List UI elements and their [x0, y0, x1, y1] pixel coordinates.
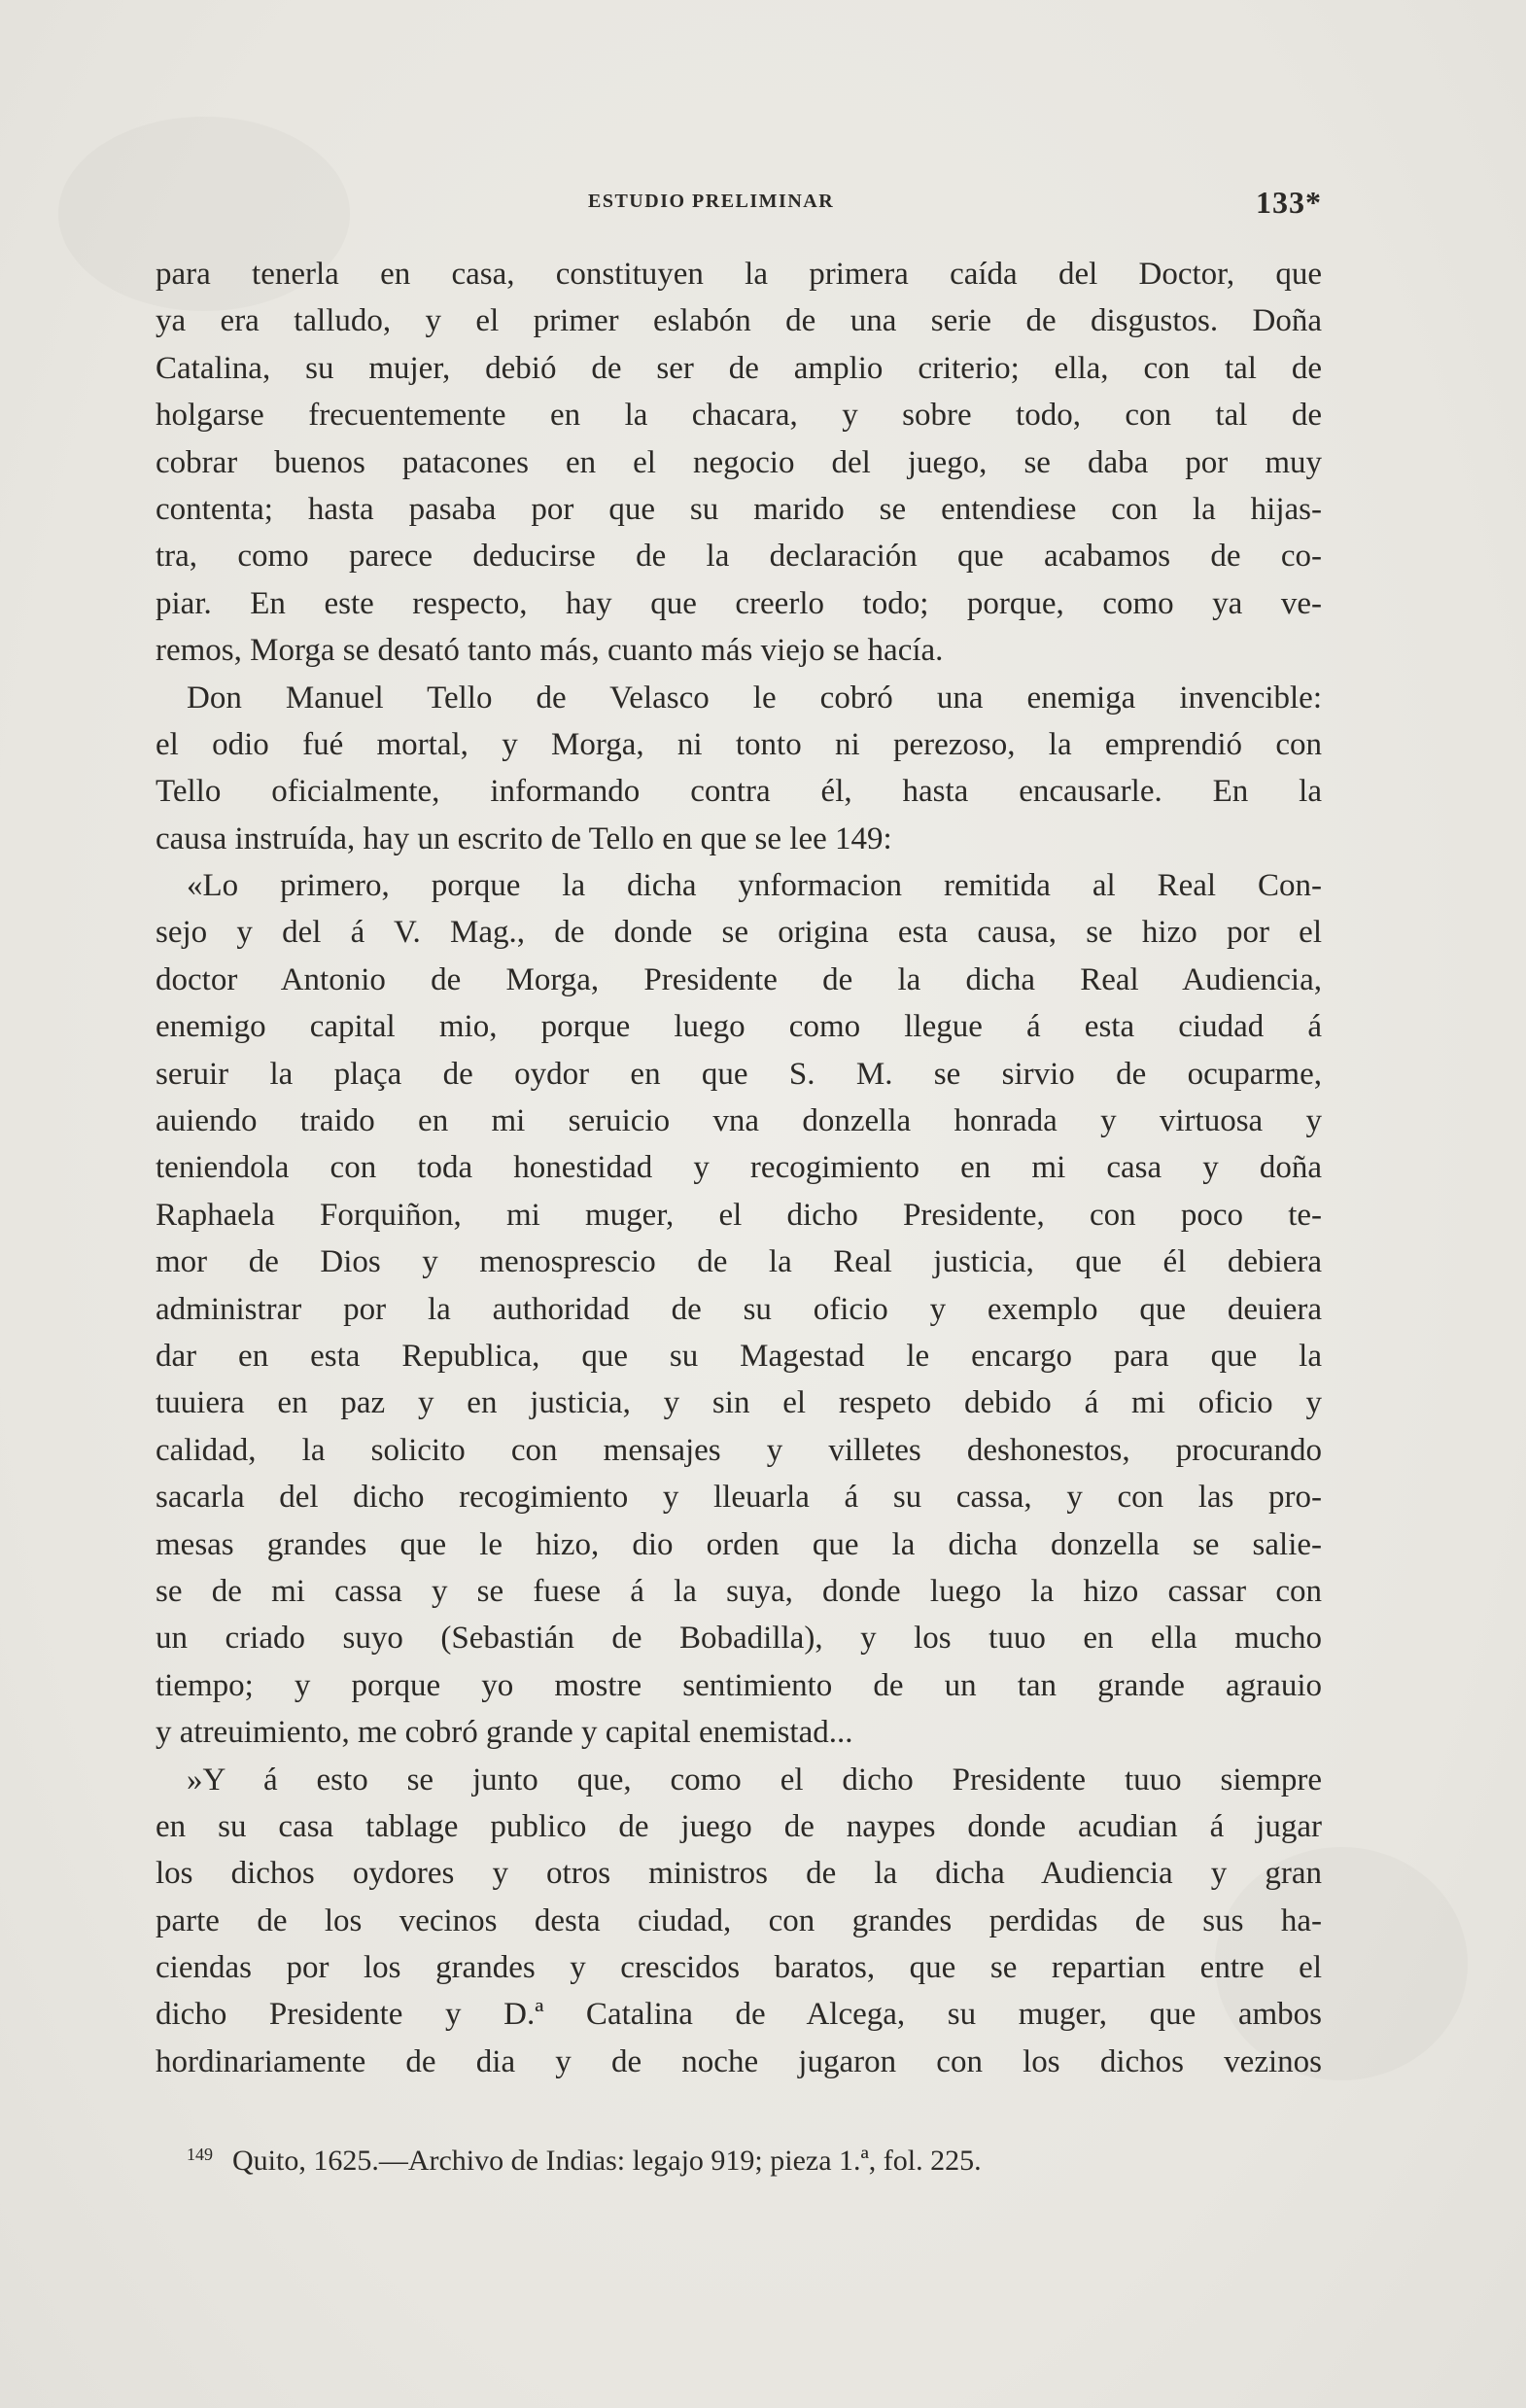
- footnote-text: Quito, 1625.—Archivo de Indias: legajo 919; pieza 1.ª, fol. 225.: [232, 2145, 982, 2177]
- text-line: dicho Presidente y D.ª Catalina de Alcega, su muger, que ambos: [156, 1997, 1322, 2033]
- text-line: »Y á esto se junto que, como el dicho Presidente tuuo siempre: [187, 1762, 1322, 1797]
- text-line: Don Manuel Tello de Velasco le cobró una enemiga invencible:: [187, 680, 1322, 715]
- text-line: se de mi cassa y se fuese á la suya, donde luego la hizo cassar con: [156, 1573, 1322, 1609]
- text-line: y atreuimiento, me cobró grande y capital enemistad...: [156, 1715, 853, 1751]
- text-line: contenta; hasta pasaba por que su marido se entendiese con la hijas-: [156, 491, 1322, 527]
- text-line: calidad, la solicito con mensajes y villetes deshonestos, procurando: [156, 1432, 1322, 1468]
- text-line: mor de Dios y menosprescio de la Real justicia, que él debiera: [156, 1244, 1322, 1280]
- text-line: parte de los vecinos desta ciudad, con grandes perdidas de sus ha-: [156, 1902, 1322, 1938]
- text-line: administrar por la authoridad de su oficio y exemplo que deuiera: [156, 1291, 1322, 1327]
- text-line: doctor Antonio de Morga, Presidente de la dicha Real Audiencia,: [156, 961, 1322, 997]
- text-line: remos, Morga se desató tanto más, cuanto más viejo se hacía.: [156, 633, 944, 669]
- text-line: seruir la plaça de oydor en que S. M. se sirvio de ocuparme,: [156, 1056, 1322, 1092]
- text-line: para tenerla en casa, constituyen la primera caída del Doctor, que: [156, 257, 1322, 292]
- text-line: teniendola con toda honestidad y recogimiento en mi casa y doña: [156, 1150, 1322, 1186]
- body-text: [156, 251, 1322, 2085]
- footnote-number: 149: [187, 2145, 213, 2164]
- text-line: dar en esta Republica, que su Magestad le encargo para que la: [156, 1338, 1322, 1374]
- text-line: los dichos oydores y otros ministros de la dicha Audiencia y gran: [156, 1856, 1322, 1892]
- text-line: tiempo; y porque yo mostre sentimiento de un tan grande agrauio: [156, 1667, 1322, 1703]
- text-line: piar. En este respecto, hay que creerlo todo; porque, como ya ve-: [156, 585, 1322, 621]
- text-line: tra, como parece deducirse de la declaración que acabamos de co-: [156, 539, 1322, 575]
- text-line: ya era talludo, y el primer eslabón de una serie de disgustos. Doña: [156, 303, 1322, 339]
- text-line: holgarse frecuentemente en la chacara, y sobre todo, con tal de: [156, 398, 1322, 434]
- text-line: sejo y del á V. Mag., de donde se origina esta causa, se hizo por el: [156, 915, 1322, 951]
- running-header: [156, 185, 1322, 224]
- text-line: enemigo capital mio, porque luego como llegue á esta ciudad á: [156, 1009, 1322, 1045]
- text-line: ciendas por los grandes y crescidos baratos, que se repartian entre el: [156, 1950, 1322, 1986]
- text-line: Raphaela Forquiñon, mi muger, el dicho Presidente, con poco te-: [156, 1197, 1322, 1233]
- text-line: Catalina, su mujer, debió de ser de amplio criterio; ella, con tal de: [156, 350, 1322, 386]
- footnote: [187, 2145, 982, 2178]
- text-line: causa instruída, hay un escrito de Tello en que se lee 149:: [156, 820, 892, 856]
- text-line: un criado suyo (Sebastián de Bobadilla), y los tuuo en ella mucho: [156, 1621, 1322, 1657]
- text-line: hordinariamente de dia y de noche jugaron con los dichos vezinos: [156, 2043, 1322, 2079]
- text-line: mesas grandes que le hizo, dio orden que la dicha donzella se salie-: [156, 1526, 1322, 1562]
- text-line: «Lo primero, porque la dicha ynformacion remitida al Real Con-: [187, 868, 1322, 904]
- text-line: sacarla del dicho recogimiento y lleuarla á su cassa, y con las pro-: [156, 1480, 1322, 1516]
- text-line: cobrar buenos patacones en el negocio del juego, se daba por muy: [156, 444, 1322, 480]
- text-line: el odio fué mortal, y Morga, ni tonto ni perezoso, la emprendió con: [156, 726, 1322, 762]
- text-line: tuuiera en paz y en justicia, y sin el respeto debido á mi oficio y: [156, 1385, 1322, 1421]
- text-line: Tello oficialmente, informando contra él, hasta encausarle. En la: [156, 774, 1322, 810]
- text-line: auiendo traido en mi seruicio vna donzella honrada y virtuosa y: [156, 1103, 1322, 1139]
- running-title: ESTUDIO PRELIMINAR: [588, 191, 835, 212]
- text-line: en su casa tablage publico de juego de naypes donde acudian á jugar: [156, 1808, 1322, 1844]
- page-number: 133*: [1256, 185, 1322, 220]
